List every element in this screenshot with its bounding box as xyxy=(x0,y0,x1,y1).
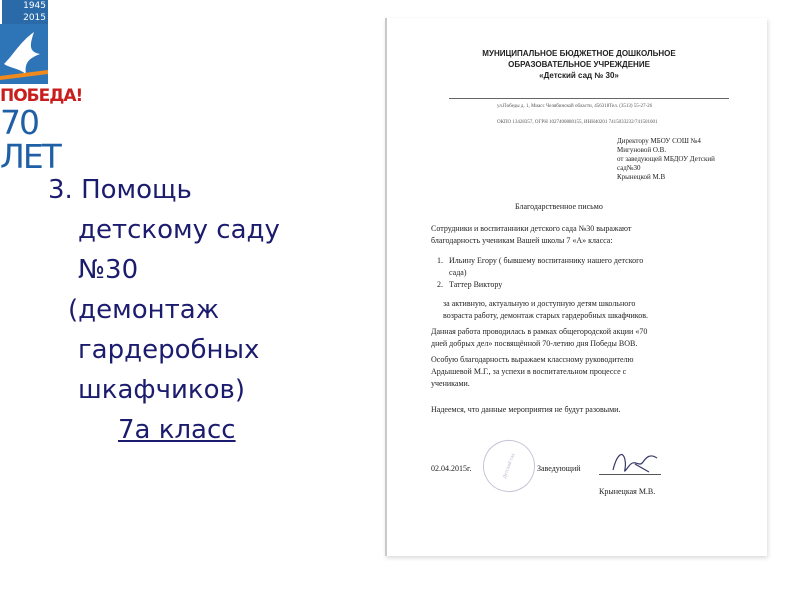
para4-line-3: учениками. xyxy=(431,379,470,388)
list-number: 1. xyxy=(437,256,443,265)
paren-line-1: (демонтаж xyxy=(68,295,220,325)
list-item xyxy=(437,255,717,279)
heading-line-1: 3. Помощь xyxy=(48,175,192,205)
logo-year-end: 2015 xyxy=(23,13,46,23)
letter-date: 02.04.2015г. xyxy=(431,464,472,473)
letter-paragraph-4 xyxy=(431,354,731,390)
letter-codes: ОКПО 13428357, ОГРН 1027400880155, ИНН40201 7415033232/741501001 xyxy=(497,120,658,125)
head-name: Крынецкая М.В. xyxy=(599,487,656,496)
logo-70-years-text: 70 ЛЕТ xyxy=(0,103,60,176)
logo-years xyxy=(2,0,48,26)
letter-paragraph-2 xyxy=(443,298,743,322)
student-2: Таттер Виктору xyxy=(449,280,503,289)
letter-recipient-block xyxy=(617,137,715,182)
letter-paragraph-5: Надеемся, что данные мероприятия не будут разовыми. xyxy=(431,405,621,414)
para3-line-1: Данная работа проводилась в рамках общегородской акции «70 xyxy=(431,327,648,336)
para2-line-2: возраста работу, демонтаж старых гардеробных шкафчиков. xyxy=(443,311,649,320)
org-line-1: МУНИЦИПАЛЬНОЕ БЮДЖЕТНОЕ ДОШКОЛЬНОЕ xyxy=(482,49,676,58)
letter-org-header xyxy=(449,48,709,81)
list-item xyxy=(437,279,717,291)
recipient-line-4: сад№30 xyxy=(617,164,641,172)
slide-text xyxy=(48,170,368,450)
list-number: 2. xyxy=(437,280,443,289)
student-1-line-2: сада) xyxy=(449,268,467,277)
letter-intro xyxy=(431,223,731,247)
student-1-line-1: Ильину Егору ( бывшему воспитаннику нашего детского xyxy=(449,256,644,265)
signature-icon xyxy=(605,446,665,480)
header-divider xyxy=(449,98,729,99)
recipient-line-1: Директору МБОУ СОШ №4 xyxy=(617,137,701,145)
recipient-line-3: от заведующей МБДОУ Детский xyxy=(617,155,715,163)
para2-line-1: за активную, актуальную и доступную детям школьного xyxy=(443,299,636,308)
heading-line-2: детскому саду xyxy=(78,215,280,245)
intro-line-2: благодарность ученикам Вашей школы 7 «А» класса: xyxy=(431,236,613,245)
heading-line-3: №30 xyxy=(78,255,139,285)
paren-line-3: шкафчиков) xyxy=(78,375,245,405)
recipient-line-2: Мигуновой О.В. xyxy=(617,146,667,154)
org-line-3: «Детский сад № 30» xyxy=(539,71,619,80)
logo-pobeda-text: ПОБЕДА! xyxy=(0,86,83,106)
para4-line-1: Особую благодарность выражаем классному руководителю xyxy=(431,355,634,364)
org-line-2: ОБРАЗОВАТЕЛЬНОЕ УЧРЕЖДЕНИЕ xyxy=(508,60,650,69)
paren-line-2: гардеробных xyxy=(78,335,260,365)
recipient-line-5: Крынецкой М.В xyxy=(617,173,666,181)
round-stamp xyxy=(476,433,543,500)
letter-address: ул.Победы д. 1, Миасс Челябинской области, 456318Тел. (3513) 55-27-26 xyxy=(497,104,653,109)
para3-line-2: дней добрых дел» посвящённой 70-летию дня Победы ВОВ. xyxy=(431,339,638,348)
stamp-text: Детский сад xyxy=(502,452,516,480)
logo-year-start: 1945 xyxy=(23,1,46,11)
head-label: Заведующий xyxy=(537,464,581,473)
victory-70-logo xyxy=(0,0,83,176)
letter-paragraph-3 xyxy=(431,326,731,350)
grade-label: 7а класс xyxy=(118,415,236,445)
intro-line-1: Сотрудники и воспитанники детского сада №30 выражают xyxy=(431,224,632,233)
student-list xyxy=(437,255,717,291)
thank-you-letter-scan xyxy=(385,18,767,556)
para4-line-2: Ардышевой М.Г., за успехи в воспитательном процессе с xyxy=(431,367,627,376)
letter-title: Благодарственное письмо xyxy=(515,202,603,211)
dove-icon xyxy=(0,24,48,84)
